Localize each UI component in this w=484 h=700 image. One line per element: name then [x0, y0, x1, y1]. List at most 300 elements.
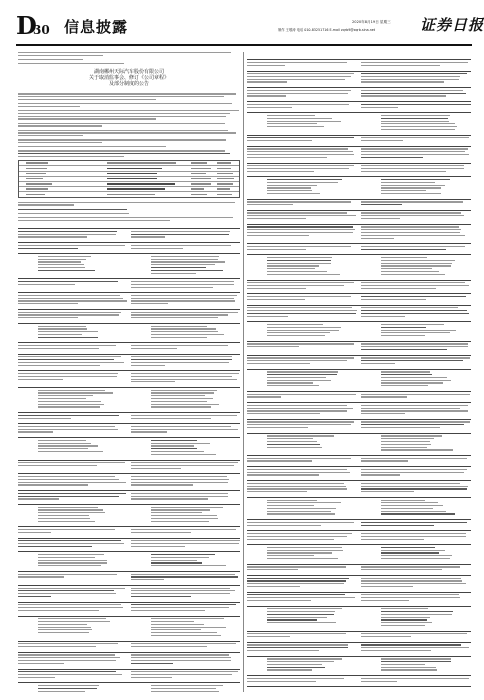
text-line	[361, 644, 461, 645]
divider	[247, 163, 471, 164]
text-line	[131, 493, 228, 494]
text-line	[18, 202, 235, 203]
paragraph	[18, 146, 240, 147]
text-line	[18, 146, 166, 147]
text-line	[131, 381, 175, 382]
text-line	[151, 440, 198, 441]
comparison-row	[247, 282, 471, 290]
text-line	[381, 118, 448, 119]
table-cell	[217, 183, 233, 184]
text-line	[18, 593, 116, 594]
text-line	[18, 116, 226, 117]
comparison-row	[247, 246, 471, 252]
text-line	[131, 345, 228, 346]
divider	[247, 592, 471, 593]
text-line	[267, 324, 323, 325]
text-line	[18, 529, 115, 530]
text-line	[18, 654, 115, 655]
revised-clause	[361, 115, 471, 132]
text-line	[38, 256, 91, 257]
text-line	[381, 187, 441, 188]
text-line	[131, 298, 234, 299]
text-line	[361, 79, 459, 80]
divider	[247, 243, 471, 244]
comparison-row	[247, 226, 471, 240]
text-line	[267, 187, 312, 188]
comparison-row	[18, 476, 240, 487]
paragraph	[18, 209, 240, 210]
text-line	[361, 569, 442, 570]
original-clause	[247, 578, 357, 589]
text-line	[38, 392, 113, 393]
headline-line-3: 及部分制度的公告	[108, 81, 149, 88]
divider	[18, 641, 240, 642]
divider	[247, 497, 471, 498]
text-line	[247, 569, 298, 570]
comparison-row	[18, 493, 240, 501]
comparison-row	[18, 588, 240, 599]
text-line	[18, 663, 64, 664]
divider	[247, 391, 471, 392]
revised-clause	[131, 540, 240, 548]
text-line	[18, 484, 88, 485]
text-line	[131, 574, 235, 575]
text-line	[361, 474, 400, 475]
text-line	[361, 201, 463, 202]
page-number: 30	[33, 23, 50, 37]
paragraph	[18, 139, 240, 143]
text-line	[381, 617, 431, 618]
text-line	[131, 284, 234, 285]
divider	[247, 341, 471, 342]
revised-clause	[361, 566, 471, 572]
text-line	[18, 660, 116, 661]
text-line	[381, 260, 455, 261]
text-line	[267, 190, 312, 191]
original-clause	[18, 426, 127, 434]
table-row	[19, 192, 239, 196]
text-line	[131, 610, 205, 611]
text-line	[361, 405, 468, 406]
text-line	[18, 348, 99, 349]
original-clause	[247, 104, 357, 110]
revised-clause	[361, 104, 471, 110]
comparison-row	[18, 295, 240, 306]
text-line	[131, 359, 232, 360]
text-line	[247, 488, 347, 489]
text-line	[381, 123, 456, 124]
text-line	[151, 395, 206, 396]
original-clause	[247, 115, 357, 132]
text-line	[361, 299, 426, 300]
text-line	[361, 408, 460, 409]
text-line	[267, 552, 332, 553]
text-line	[247, 307, 352, 308]
text-line	[247, 678, 344, 679]
original-clause	[247, 405, 357, 416]
divider	[247, 369, 471, 370]
text-line	[381, 330, 456, 331]
table-cell	[26, 168, 47, 169]
text-line	[247, 151, 353, 152]
text-line	[151, 337, 208, 338]
divider	[247, 59, 471, 60]
text-line	[131, 579, 164, 580]
table-cell	[191, 162, 207, 163]
text-line	[381, 447, 427, 448]
text-line	[267, 555, 315, 556]
text-line	[247, 299, 305, 300]
revised-clause	[361, 179, 471, 196]
text-line	[18, 498, 59, 499]
text-line	[361, 171, 446, 172]
original-clause	[18, 373, 127, 384]
text-line	[267, 265, 320, 266]
text-line	[361, 346, 468, 347]
text-line	[267, 274, 340, 275]
text-line	[361, 647, 469, 648]
text-line	[247, 469, 347, 470]
text-line	[18, 610, 99, 611]
comparison-row	[247, 90, 471, 98]
text-line	[131, 677, 172, 678]
text-line	[267, 185, 317, 186]
revised-clause	[361, 343, 471, 351]
text-line	[381, 271, 439, 272]
revised-clause	[361, 226, 471, 240]
text-line	[361, 212, 461, 213]
text-line	[267, 118, 332, 119]
divider	[18, 538, 240, 539]
text-line	[18, 479, 119, 480]
text-line	[18, 142, 102, 143]
original-clause	[247, 533, 357, 541]
text-line	[151, 451, 205, 452]
original-clause	[247, 148, 357, 159]
table-cell	[107, 183, 175, 184]
comparison-row	[18, 390, 240, 409]
text-line	[381, 611, 453, 612]
original-clause	[18, 574, 127, 582]
text-line	[18, 365, 100, 366]
text-line	[151, 401, 207, 402]
divider	[247, 87, 471, 88]
revised-clause	[131, 462, 240, 470]
original-clause	[18, 245, 127, 251]
text-line	[267, 664, 322, 665]
text-line	[151, 560, 198, 561]
text-line	[361, 307, 458, 308]
revised-clause	[131, 390, 240, 409]
text-line	[267, 511, 331, 512]
text-line	[361, 413, 405, 414]
text-line	[267, 619, 317, 620]
original-clause	[247, 458, 357, 464]
text-line	[18, 607, 123, 608]
text-line	[381, 619, 427, 620]
text-line	[18, 576, 64, 577]
revised-clause	[361, 633, 471, 639]
text-line	[247, 586, 300, 587]
text-line	[18, 359, 114, 360]
divider	[18, 473, 240, 474]
text-line	[18, 113, 230, 114]
text-line	[267, 335, 325, 336]
text-line	[18, 646, 96, 647]
divider	[247, 146, 471, 147]
text-line	[131, 356, 232, 357]
text-line	[151, 632, 218, 633]
text-line	[18, 345, 116, 346]
text-line	[361, 65, 440, 66]
text-line	[18, 574, 117, 575]
text-line	[381, 667, 436, 668]
text-line	[18, 312, 121, 313]
text-line	[247, 316, 288, 317]
text-line	[247, 578, 349, 579]
revised-clause	[361, 357, 471, 365]
text-line	[381, 179, 450, 180]
original-clause	[18, 415, 127, 421]
original-clause	[18, 295, 127, 306]
text-line	[361, 469, 467, 470]
text-line	[247, 525, 321, 526]
original-clause	[247, 500, 357, 517]
text-line	[381, 335, 426, 336]
text-line	[361, 232, 460, 233]
text-line	[131, 287, 213, 288]
comparison-row	[18, 618, 240, 637]
text-line	[247, 235, 309, 236]
text-line	[18, 643, 118, 644]
divider	[247, 419, 471, 420]
table-cell	[217, 168, 231, 169]
text-line	[361, 349, 447, 350]
text-line	[151, 629, 201, 630]
original-clause	[247, 522, 357, 528]
text-line	[18, 540, 121, 541]
revised-clause	[361, 324, 471, 338]
text-line	[131, 295, 237, 296]
text-line	[151, 267, 206, 268]
text-line	[18, 674, 122, 675]
divider	[18, 682, 240, 683]
text-line	[18, 52, 231, 53]
revised-clause	[361, 201, 471, 207]
text-line	[38, 562, 108, 563]
divider	[18, 242, 240, 243]
comparison-row	[18, 256, 240, 275]
paragraph	[18, 202, 240, 206]
text-line	[381, 324, 444, 325]
original-clause	[247, 566, 357, 572]
divider	[247, 199, 471, 200]
text-line	[38, 395, 93, 396]
text-line	[361, 168, 464, 169]
text-line	[247, 681, 316, 682]
comparison-row	[18, 245, 240, 251]
text-line	[38, 443, 92, 444]
text-line	[151, 691, 219, 692]
left-column	[18, 52, 240, 692]
text-line	[151, 518, 218, 519]
revised-clause	[131, 256, 240, 275]
text-line	[247, 539, 334, 540]
page-letter: D	[16, 11, 37, 40]
text-line	[18, 234, 116, 235]
revised-clause	[361, 165, 471, 173]
comparison-row	[247, 104, 471, 110]
comparison-header	[247, 55, 471, 57]
text-line	[131, 248, 183, 249]
text-line	[151, 445, 195, 446]
text-line	[267, 550, 343, 551]
text-line	[247, 296, 351, 297]
revised-clause	[131, 618, 240, 637]
revised-clause	[131, 574, 240, 582]
original-clause	[247, 165, 357, 173]
comparison-row	[247, 257, 471, 276]
table-cell	[217, 173, 233, 174]
text-line	[131, 429, 238, 430]
text-line	[267, 332, 331, 333]
divider	[18, 253, 240, 254]
paragraph	[18, 103, 240, 107]
text-line	[131, 362, 229, 363]
text-line	[131, 231, 230, 232]
comparison-row	[247, 421, 471, 429]
announcement-body	[18, 93, 240, 157]
text-line	[18, 236, 87, 237]
comparison-row	[18, 312, 240, 320]
text-line	[247, 107, 292, 108]
text-line	[131, 365, 165, 366]
revised-clause	[361, 522, 471, 528]
text-line	[267, 271, 327, 272]
comparison-row	[247, 343, 471, 351]
text-line	[151, 261, 225, 262]
text-line	[38, 685, 99, 686]
text-line	[361, 246, 465, 247]
text-line	[267, 669, 312, 670]
text-line	[361, 235, 465, 236]
original-clause	[18, 345, 127, 351]
comparison-row	[247, 458, 471, 464]
text-line	[18, 431, 53, 432]
text-line	[381, 382, 443, 383]
text-line	[381, 513, 455, 514]
revised-clause	[361, 435, 471, 452]
text-line	[247, 229, 355, 230]
text-line	[131, 234, 229, 235]
text-line	[38, 331, 99, 332]
text-line	[247, 249, 306, 250]
text-line	[361, 472, 464, 473]
text-line	[131, 657, 231, 658]
divider	[247, 686, 471, 687]
text-line	[131, 418, 211, 419]
text-line	[361, 104, 471, 105]
original-clause	[247, 547, 357, 561]
divider	[247, 455, 471, 456]
text-line	[18, 546, 92, 547]
divider	[247, 293, 471, 294]
original-clause	[18, 588, 127, 599]
original-clause	[247, 201, 357, 207]
text-line	[247, 201, 351, 202]
table-cell	[26, 183, 52, 184]
text-line	[131, 590, 235, 591]
text-line	[267, 193, 321, 194]
revised-clause	[131, 326, 240, 340]
text-line	[131, 348, 177, 349]
text-line	[267, 115, 315, 116]
text-line	[38, 554, 104, 555]
table-cell	[26, 188, 49, 189]
text-line	[381, 385, 428, 386]
paragraph	[18, 63, 240, 64]
text-line	[131, 379, 237, 380]
text-line	[38, 270, 95, 271]
text-line	[247, 566, 346, 567]
text-line	[18, 590, 114, 591]
comparison-row	[247, 658, 471, 672]
text-line	[361, 249, 446, 250]
text-line	[38, 398, 87, 399]
original-clause	[247, 296, 357, 302]
comparison-row	[247, 394, 471, 400]
text-line	[267, 558, 338, 559]
text-line	[361, 90, 463, 91]
text-line	[267, 622, 336, 623]
text-line	[381, 374, 432, 375]
text-line	[247, 148, 348, 149]
text-line	[267, 547, 342, 548]
text-line	[361, 107, 398, 108]
text-line	[18, 281, 118, 282]
text-line	[381, 550, 445, 551]
text-line	[38, 259, 86, 260]
text-line	[151, 454, 217, 455]
text-line	[18, 248, 78, 249]
text-line	[151, 406, 212, 407]
text-line	[267, 380, 331, 381]
text-line	[18, 63, 124, 64]
text-line	[247, 474, 319, 475]
text-line	[361, 525, 434, 526]
text-line	[38, 621, 111, 622]
text-line	[267, 377, 326, 378]
divider	[18, 602, 240, 603]
text-line	[131, 532, 191, 533]
text-line	[381, 547, 435, 548]
original-clause	[247, 212, 357, 220]
text-line	[361, 566, 460, 567]
text-line	[18, 110, 239, 111]
text-line	[361, 460, 408, 461]
revised-clause	[361, 246, 471, 252]
original-clause	[247, 608, 357, 627]
comparison-row	[247, 137, 471, 143]
text-line	[151, 521, 209, 522]
comparison-row	[247, 212, 471, 220]
divider	[247, 101, 471, 102]
text-line	[18, 130, 228, 131]
text-line	[18, 379, 63, 380]
table-cell	[107, 194, 155, 195]
text-line	[267, 441, 317, 442]
text-line	[267, 502, 342, 503]
